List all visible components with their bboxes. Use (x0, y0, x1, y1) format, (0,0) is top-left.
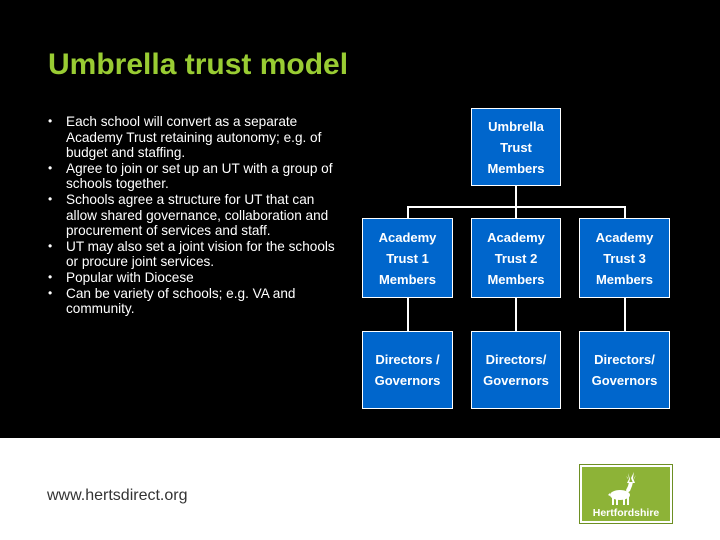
connector-board-1 (407, 298, 409, 331)
website-url: www.hertsdirect.org (47, 487, 188, 504)
hertfordshire-logo (580, 465, 672, 523)
academy-trust-1-node (362, 218, 453, 298)
node-line: Members (487, 160, 545, 176)
bullet-marker: • (48, 269, 53, 284)
node-line: Trust 2 (494, 250, 538, 266)
bullet-text: Schools agree a structure for UT that can allow shared governance, collaboration and procurement of services and staff. (66, 191, 329, 239)
directors-governors-3-node (579, 331, 670, 409)
bullet-text: Agree to join or set up an UT with a group of schools together. (66, 160, 333, 192)
umbrella-trust-members-node (471, 108, 561, 186)
logo-text: Hertfordshire (592, 507, 660, 519)
bullet-text: Each school will convert as a separate Academy Trust retaining autonomy; e.g. of budget and staffing. (66, 114, 322, 161)
bullet-marker: • (48, 191, 53, 206)
node-line: Trust (500, 139, 532, 155)
bullet-marker: • (48, 238, 53, 253)
bullet-text: Popular with Diocese (66, 269, 194, 285)
node-line: Members (487, 271, 545, 287)
bullet-marker: • (48, 160, 53, 175)
connector-academy-1 (407, 206, 409, 218)
slide-title: Umbrella trust model (48, 48, 349, 81)
node-line: Trust 1 (386, 250, 429, 266)
node-line: Members (595, 271, 654, 287)
node-line: Academy (378, 229, 437, 245)
node-line: Academy (595, 229, 654, 245)
connector-board-3 (624, 298, 626, 331)
node-line: Trust 3 (603, 250, 646, 266)
directors-governors-1-node (362, 331, 453, 409)
node-line: Directors / (375, 352, 440, 367)
node-line: Directors/ (485, 352, 547, 367)
connector-academy-2 (515, 206, 517, 218)
node-line: Members (378, 271, 437, 287)
bullet-text: UT may also set a joint vision for the schools or procure joint services. (66, 238, 335, 270)
node-line: Directors/ (594, 352, 655, 367)
academy-trust-3-node (579, 218, 670, 298)
node-line: Governors (591, 373, 658, 388)
directors-governors-2-node (471, 331, 561, 409)
bullet-text: Can be variety of schools; e.g. VA and community. (66, 285, 296, 317)
node-line: Governors (374, 373, 441, 388)
node-line: Academy (487, 229, 545, 245)
connector-academy-3 (624, 206, 626, 218)
bullet-marker: • (48, 285, 53, 300)
bullet-marker: • (48, 114, 53, 128)
academy-trust-2-node (471, 218, 561, 298)
connector-board-2 (515, 298, 517, 331)
node-line: Umbrella (488, 118, 544, 134)
connector-top-vertical (515, 186, 517, 207)
node-line: Governors (483, 373, 549, 388)
